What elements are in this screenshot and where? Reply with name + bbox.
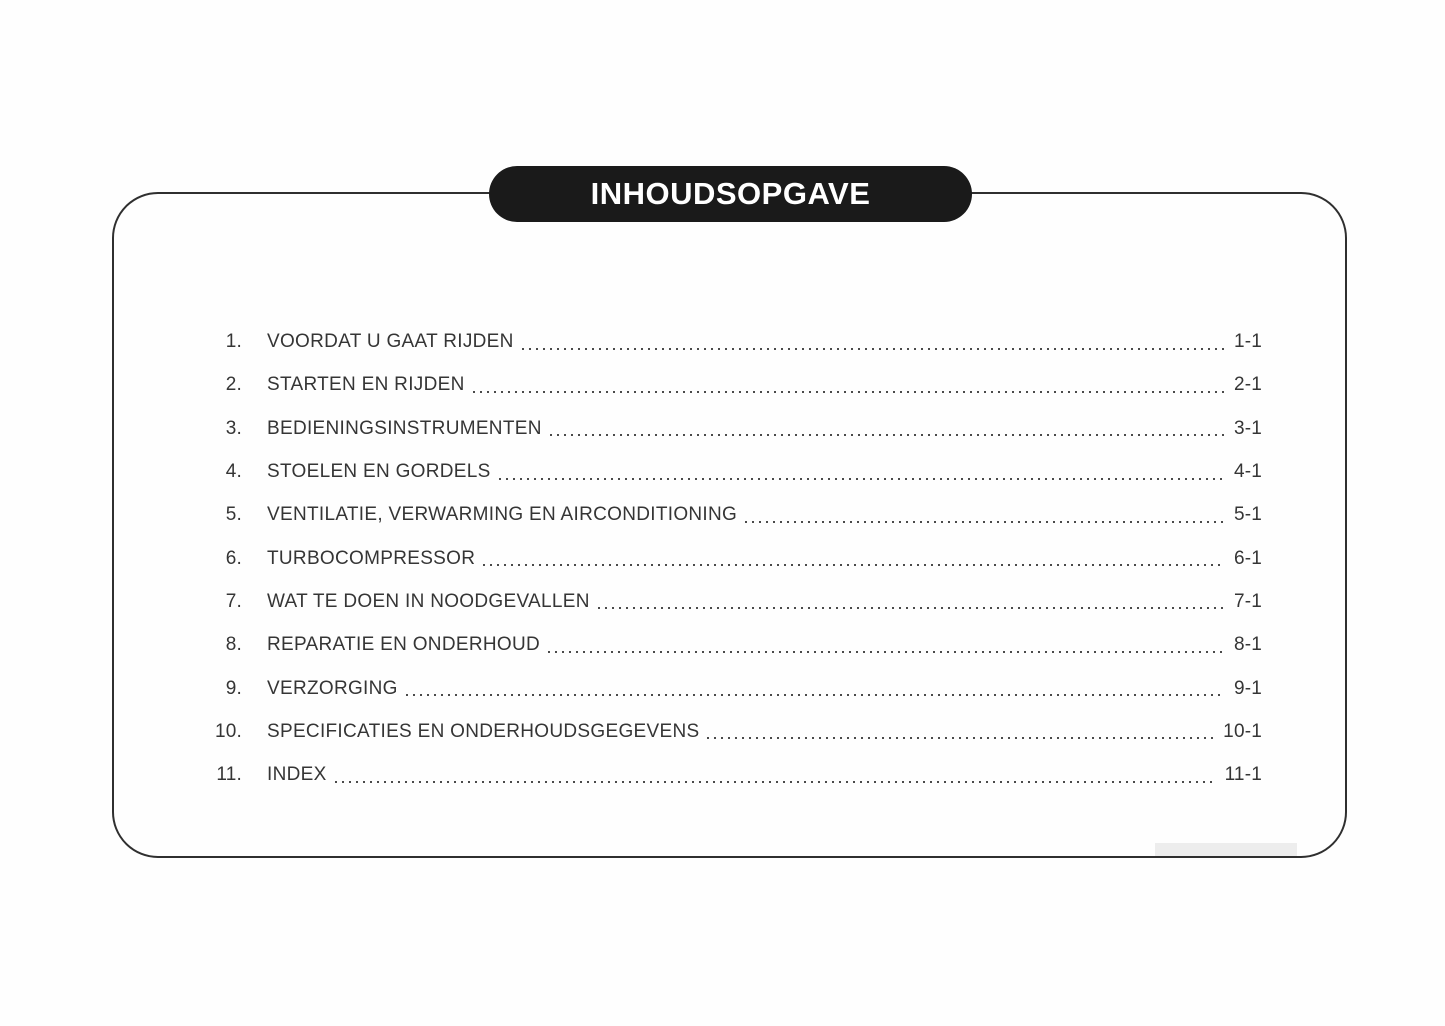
toc-entry-number: 3. xyxy=(225,417,242,439)
toc-entry-number: 8. xyxy=(225,634,242,656)
toc-entry-page: 1-1 xyxy=(1233,331,1262,353)
toc-entry-page: 11-1 xyxy=(1224,764,1262,786)
toc-entry xyxy=(178,407,1262,450)
toc-entry-page: 7-1 xyxy=(1233,590,1262,612)
toc-entry xyxy=(178,753,1262,796)
toc-entry xyxy=(178,536,1262,579)
dotted-leader xyxy=(473,391,1224,393)
toc-entry-page: 6-1 xyxy=(1233,547,1262,569)
toc-entry-page: 3-1 xyxy=(1233,417,1262,439)
dotted-leader xyxy=(745,521,1224,523)
toc-entry-title: STARTEN EN RIJDEN xyxy=(267,374,465,396)
dotted-leader xyxy=(335,781,1215,783)
dotted-leader xyxy=(406,694,1224,696)
dotted-leader xyxy=(548,651,1224,653)
toc-entry-number: 7. xyxy=(225,590,242,612)
dotted-leader xyxy=(499,478,1224,480)
dotted-leader xyxy=(522,348,1224,350)
toc-entry-page: 5-1 xyxy=(1233,504,1262,526)
toc-entry xyxy=(178,580,1262,623)
toc-entry-number: 9. xyxy=(225,677,242,699)
toc-entry-number: 6. xyxy=(225,547,242,569)
toc-entry xyxy=(178,363,1262,406)
scan-artifact xyxy=(1155,843,1297,856)
toc-entry-title: VERZORGING xyxy=(267,677,398,699)
toc-entry-page: 2-1 xyxy=(1233,374,1262,396)
toc-entry-title: INDEX xyxy=(267,764,327,786)
toc-entry-page: 4-1 xyxy=(1233,461,1262,483)
toc-entry xyxy=(178,493,1262,536)
toc-entry-number: 2. xyxy=(225,374,242,396)
toc-entry-title: VENTILATIE, VERWARMING EN AIRCONDITIONING xyxy=(267,504,738,526)
toc-entry xyxy=(178,320,1262,363)
toc-entry xyxy=(178,450,1262,493)
toc-entry-number: 5. xyxy=(225,504,242,526)
toc-entry-page: 9-1 xyxy=(1233,677,1262,699)
toc-entry-page: 8-1 xyxy=(1233,634,1262,656)
toc-entry-title: TURBOCOMPRESSOR xyxy=(267,547,476,569)
toc-entry-number: 4. xyxy=(225,461,242,483)
dotted-leader xyxy=(598,607,1224,609)
toc-entry-title: WAT TE DOEN IN NOODGEVALLEN xyxy=(267,590,590,612)
toc-entry-title: SPECIFICATIES EN ONDERHOUDSGEGEVENS xyxy=(267,720,700,742)
dotted-leader xyxy=(550,434,1224,436)
page-title-banner xyxy=(489,166,972,222)
dotted-leader xyxy=(483,564,1224,566)
toc-entry-title: VOORDAT U GAAT RIJDEN xyxy=(267,331,514,353)
toc-entry-title: BEDIENINGSINSTRUMENTEN xyxy=(267,417,542,439)
toc-entry xyxy=(178,710,1262,753)
toc-entry xyxy=(178,623,1262,666)
page-title: INHOUDSOPGAVE xyxy=(590,175,871,211)
dotted-leader xyxy=(707,737,1213,739)
toc-entry-page: 10-1 xyxy=(1223,720,1262,742)
toc-entry xyxy=(178,666,1262,709)
toc-entry-title: STOELEN EN GORDELS xyxy=(267,461,491,483)
toc-entry-title: REPARATIE EN ONDERHOUD xyxy=(267,634,540,656)
toc-entry-number: 1. xyxy=(225,331,242,353)
toc-entry-number: 11. xyxy=(216,764,242,786)
toc-list xyxy=(178,320,1262,796)
toc-entry-number: 10. xyxy=(214,720,242,742)
